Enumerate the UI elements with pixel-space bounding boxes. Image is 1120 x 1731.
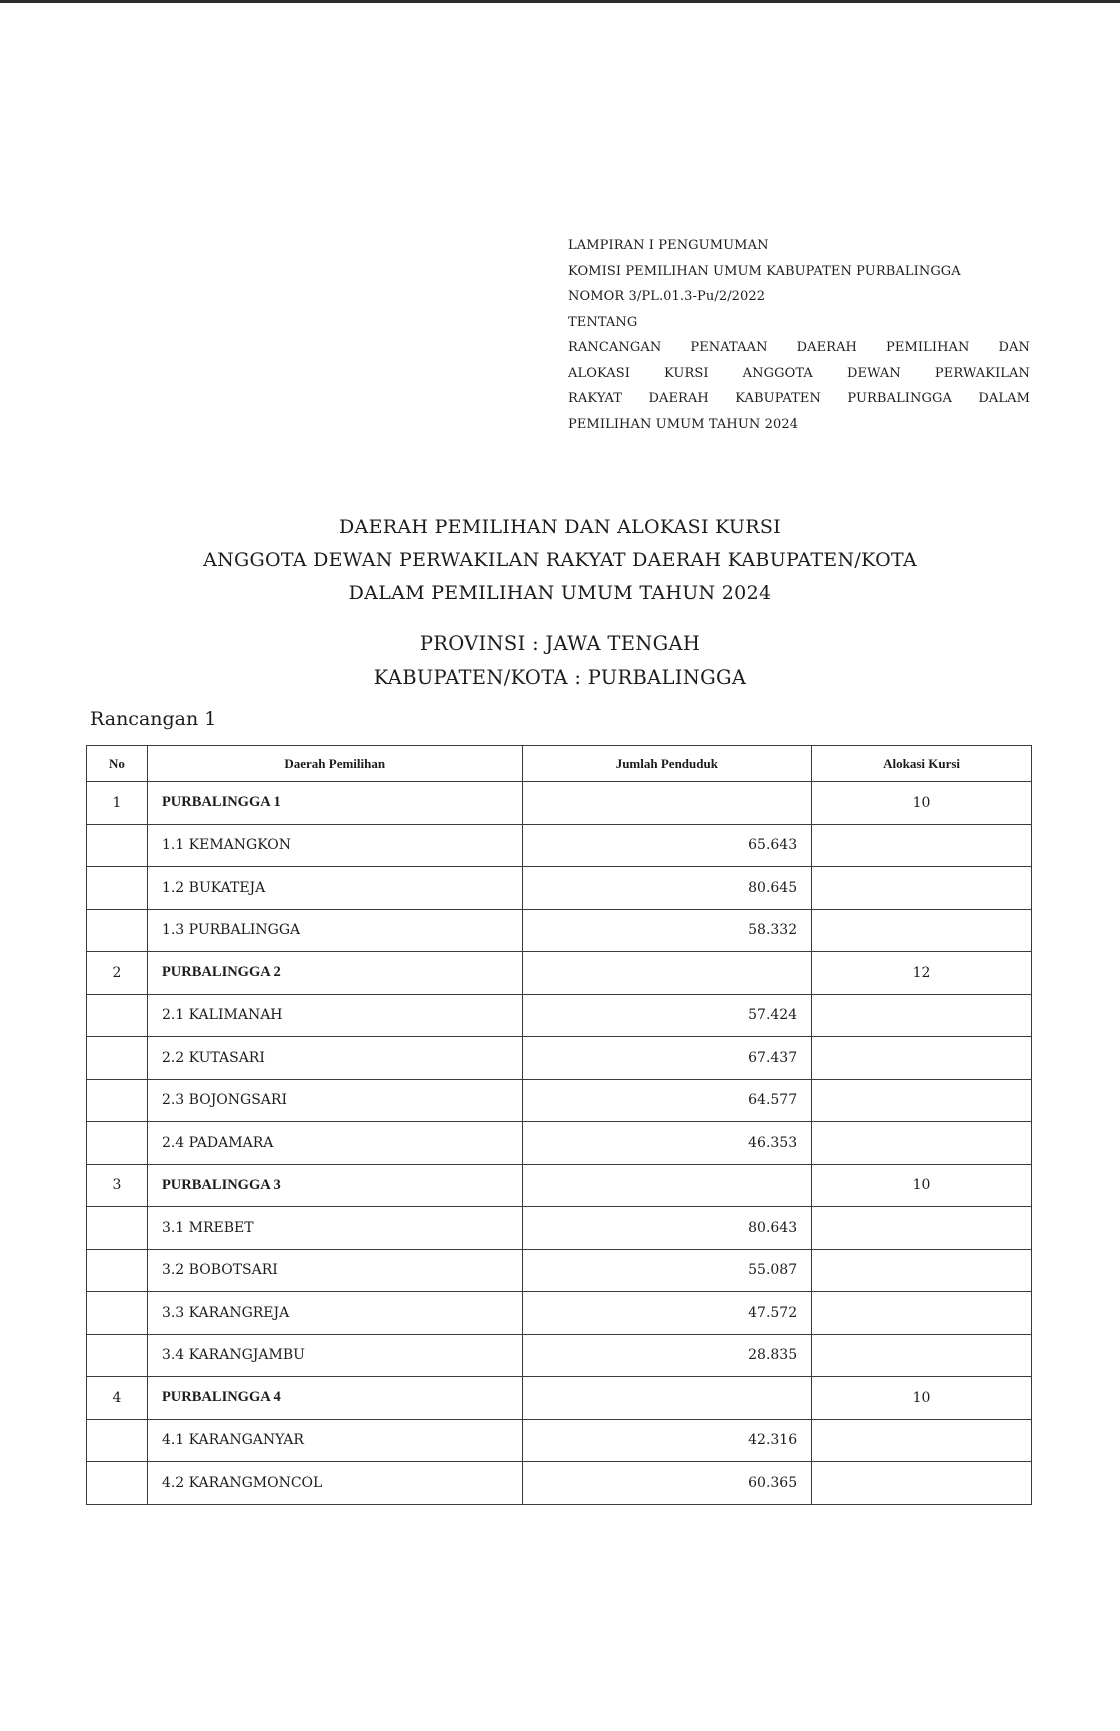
cell-daerah: 2.3 BOJONGSARI xyxy=(147,1079,522,1122)
kecamatan-row xyxy=(87,1122,1032,1165)
cell-no xyxy=(87,1037,148,1080)
cell-penduduk: 80.643 xyxy=(522,1207,812,1250)
lampiran-line: KOMISI PEMILIHAN UMUM KABUPATEN PURBALINGGA xyxy=(568,263,961,279)
cell-no xyxy=(87,994,148,1037)
scan-edge-line xyxy=(0,0,1120,3)
kecamatan-row xyxy=(87,1334,1032,1377)
lampiran-line: RAKYAT DAERAH KABUPATEN PURBALINGGA DALAM xyxy=(568,391,1030,406)
provinsi-label: PROVINSI : JAWA TENGAH xyxy=(419,632,701,655)
cell-penduduk: 67.437 xyxy=(522,1037,812,1080)
cell-daerah: PURBALINGGA 2 xyxy=(147,952,522,995)
cell-penduduk: 46.353 xyxy=(522,1122,812,1165)
title-line-1: DAERAH PEMILIHAN DAN ALOKASI KURSI xyxy=(339,516,781,538)
cell-daerah: 4.1 KARANGANYAR xyxy=(147,1419,522,1462)
kecamatan-row xyxy=(87,1249,1032,1292)
document-title xyxy=(0,511,1120,610)
cell-penduduk: 58.332 xyxy=(522,909,812,952)
cell-penduduk: 42.316 xyxy=(522,1419,812,1462)
cell-no xyxy=(87,1334,148,1377)
cell-daerah: 3.3 KARANGREJA xyxy=(147,1292,522,1335)
cell-daerah: 3.4 KARANGJAMBU xyxy=(147,1334,522,1377)
kecamatan-row xyxy=(87,994,1032,1037)
dapil-row xyxy=(87,782,1032,825)
kecamatan-row xyxy=(87,1462,1032,1505)
cell-daerah: 3.1 MREBET xyxy=(147,1207,522,1250)
cell-penduduk: 47.572 xyxy=(522,1292,812,1335)
header-alokasi-kursi: Alokasi Kursi xyxy=(812,746,1032,782)
cell-daerah: 1.2 BUKATEJA xyxy=(147,867,522,910)
title-line-3: DALAM PEMILIHAN UMUM TAHUN 2024 xyxy=(348,582,772,604)
region-info xyxy=(0,627,1120,695)
cell-no xyxy=(87,1122,148,1165)
kecamatan-row xyxy=(87,1419,1032,1462)
cell-kursi xyxy=(812,1249,1032,1292)
cell-daerah: PURBALINGGA 4 xyxy=(147,1377,522,1420)
cell-no xyxy=(87,824,148,867)
lampiran-line: LAMPIRAN I PENGUMUMAN xyxy=(568,238,769,253)
cell-kursi xyxy=(812,909,1032,952)
cell-penduduk: 28.835 xyxy=(522,1334,812,1377)
alokasi-kursi-table xyxy=(86,745,1032,1505)
cell-kursi xyxy=(812,867,1032,910)
lampiran-line: ALOKASI KURSI ANGGOTA DEWAN PERWAKILAN xyxy=(568,365,1030,381)
lampiran-line: PEMILIHAN UMUM TAHUN 2024 xyxy=(568,416,799,432)
cell-kursi xyxy=(812,1122,1032,1165)
kecamatan-row xyxy=(87,824,1032,867)
kecamatan-row xyxy=(87,1037,1032,1080)
cell-penduduk xyxy=(522,782,812,825)
cell-penduduk xyxy=(522,1164,812,1207)
lampiran-header xyxy=(568,233,1030,437)
header-no: No xyxy=(87,746,148,782)
cell-penduduk xyxy=(522,952,812,995)
header-daerah-pemilihan: Daerah Pemilihan xyxy=(147,746,522,782)
dapil-row xyxy=(87,1164,1032,1207)
cell-daerah: 2.4 PADAMARA xyxy=(147,1122,522,1165)
cell-no: 3 xyxy=(87,1164,148,1207)
cell-penduduk: 65.643 xyxy=(522,824,812,867)
cell-no: 2 xyxy=(87,952,148,995)
cell-kursi xyxy=(812,1037,1032,1080)
cell-no: 1 xyxy=(87,782,148,825)
cell-kursi: 12 xyxy=(812,952,1032,995)
cell-kursi xyxy=(812,1292,1032,1335)
cell-kursi: 10 xyxy=(812,1377,1032,1420)
kecamatan-row xyxy=(87,1292,1032,1335)
cell-penduduk: 57.424 xyxy=(522,994,812,1037)
cell-kursi xyxy=(812,1419,1032,1462)
cell-daerah: 1.3 PURBALINGGA xyxy=(147,909,522,952)
table-header-row xyxy=(87,746,1032,782)
kecamatan-row xyxy=(87,867,1032,910)
cell-kursi xyxy=(812,824,1032,867)
cell-no xyxy=(87,1207,148,1250)
cell-kursi: 10 xyxy=(812,782,1032,825)
cell-no xyxy=(87,1249,148,1292)
cell-daerah: PURBALINGGA 1 xyxy=(147,782,522,825)
cell-kursi xyxy=(812,994,1032,1037)
cell-no: 4 xyxy=(87,1377,148,1420)
cell-kursi xyxy=(812,1334,1032,1377)
dapil-row xyxy=(87,1377,1032,1420)
cell-kursi xyxy=(812,1462,1032,1505)
dapil-row xyxy=(87,952,1032,995)
cell-no xyxy=(87,867,148,910)
cell-penduduk: 64.577 xyxy=(522,1079,812,1122)
cell-daerah: 2.1 KALIMANAH xyxy=(147,994,522,1037)
cell-daerah: 4.2 KARANGMONCOL xyxy=(147,1462,522,1505)
cell-no xyxy=(87,1462,148,1505)
cell-no xyxy=(87,1079,148,1122)
lampiran-line: NOMOR 3/PL.01.3-Pu/2/2022 xyxy=(568,289,766,304)
lampiran-line: RANCANGAN PENATAAN DAERAH PEMILIHAN DAN xyxy=(568,340,1030,355)
cell-no xyxy=(87,909,148,952)
kecamatan-row xyxy=(87,909,1032,952)
cell-daerah: PURBALINGGA 3 xyxy=(147,1164,522,1207)
cell-daerah: 1.1 KEMANGKON xyxy=(147,824,522,867)
cell-no xyxy=(87,1292,148,1335)
header-jumlah-penduduk: Jumlah Penduduk xyxy=(522,746,812,782)
rancangan-label: Rancangan 1 xyxy=(90,708,217,730)
cell-daerah: 3.2 BOBOTSARI xyxy=(147,1249,522,1292)
cell-penduduk: 60.365 xyxy=(522,1462,812,1505)
kecamatan-row xyxy=(87,1079,1032,1122)
cell-penduduk: 80.645 xyxy=(522,867,812,910)
cell-kursi: 10 xyxy=(812,1164,1032,1207)
cell-no xyxy=(87,1419,148,1462)
cell-kursi xyxy=(812,1207,1032,1250)
cell-penduduk: 55.087 xyxy=(522,1249,812,1292)
cell-kursi xyxy=(812,1079,1032,1122)
lampiran-line: TENTANG xyxy=(568,314,638,330)
title-line-2: ANGGOTA DEWAN PERWAKILAN RAKYAT DAERAH KABUPATEN/KOTA xyxy=(203,549,917,571)
cell-penduduk xyxy=(522,1377,812,1420)
cell-daerah: 2.2 KUTASARI xyxy=(147,1037,522,1080)
kecamatan-row xyxy=(87,1207,1032,1250)
kabupaten-label: KABUPATEN/KOTA : PURBALINGGA xyxy=(373,666,747,689)
